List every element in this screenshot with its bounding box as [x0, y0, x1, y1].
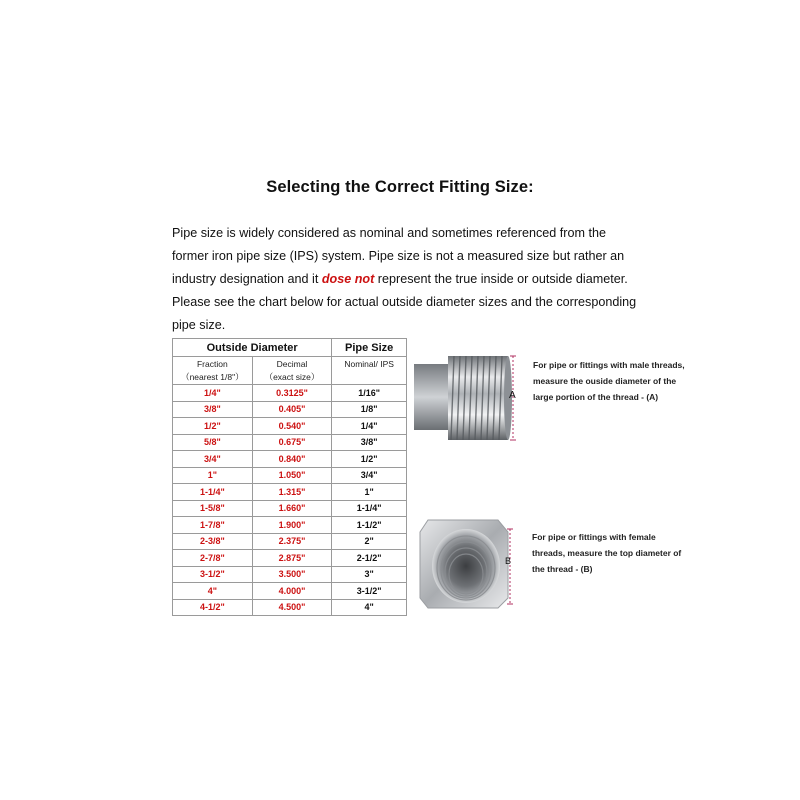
fraction-cell: 1-7/8": [173, 517, 253, 534]
fraction-cell: 1/4": [173, 385, 253, 402]
table-subheader-row: [173, 357, 407, 371]
subheader-decimal-note: （exact size）: [252, 370, 332, 385]
decimal-cell: 0.675": [252, 434, 332, 451]
table-row: [173, 566, 407, 583]
pipe-size-cell: 2": [332, 533, 407, 550]
table-row: [173, 484, 407, 501]
decimal-cell: 1.315": [252, 484, 332, 501]
table-row: [173, 451, 407, 468]
pipe-size-cell: 4": [332, 599, 407, 616]
female-thread-note: For pipe or fittings with female threads, measure the top diameter of the thread - (B): [532, 532, 682, 574]
subheader-fraction-note: （nearest 1/8"）: [173, 370, 253, 385]
table-subheader-note-row: [173, 370, 407, 385]
table-row: [173, 467, 407, 484]
intro-emphasis: dose not: [321, 272, 375, 286]
pipe-size-cell: 1": [332, 484, 407, 501]
pipe-size-cell: 3/8": [332, 434, 407, 451]
decimal-cell: 0.840": [252, 451, 332, 468]
decimal-cell: 0.540": [252, 418, 332, 435]
decimal-cell: 4.000": [252, 583, 332, 600]
table-row: [173, 533, 407, 550]
subheader-nominal: Nominal/ IPS: [332, 357, 407, 371]
pipe-size-cell: 1-1/2": [332, 517, 407, 534]
fraction-cell: 5/8": [173, 434, 253, 451]
fraction-cell: 3-1/2": [173, 566, 253, 583]
male-thread-note: For pipe or fittings with male threads, measure the ouside diameter of the large portion of the thread - (A): [533, 360, 685, 402]
pipe-size-cell: 1/2": [332, 451, 407, 468]
intro-text-before: Pipe size is widely considered as nominal and sometimes referenced from the former iron pipe size (IPS) system. Pipe size is not a measured size but rather an industry designation and it: [172, 226, 625, 286]
pipe-size-table: [172, 338, 407, 616]
fraction-cell: 3/8": [173, 401, 253, 418]
header-outside-diameter: Outside Diameter: [173, 339, 332, 357]
table-row: [173, 418, 407, 435]
subheader-nominal-note: [332, 370, 407, 385]
pipe-size-cell: 3-1/2": [332, 583, 407, 600]
male-thread-pipe-image: [414, 352, 524, 444]
table-row: [173, 401, 407, 418]
decimal-cell: 1.050": [252, 467, 332, 484]
decimal-cell: 3.500": [252, 566, 332, 583]
pipe-size-cell: 3/4": [332, 467, 407, 484]
pipe-size-cell: 1-1/4": [332, 500, 407, 517]
pipe-size-cell: 1/4": [332, 418, 407, 435]
fraction-cell: 1-5/8": [173, 500, 253, 517]
female-thread-fitting-image: [418, 512, 514, 610]
page-title: Selecting the Correct Fitting Size:: [266, 178, 534, 196]
pipe-size-cell: 1/16": [332, 385, 407, 402]
table-row: [173, 517, 407, 534]
table-row: [173, 434, 407, 451]
intro-paragraph: [172, 222, 642, 337]
header-pipe-size: Pipe Size: [332, 339, 407, 357]
decimal-cell: 1.900": [252, 517, 332, 534]
table-body: [173, 385, 407, 616]
fraction-cell: 2-3/8": [173, 533, 253, 550]
fraction-cell: 4": [173, 583, 253, 600]
table-row: [173, 599, 407, 616]
pipe-size-cell: 2-1/2": [332, 550, 407, 567]
decimal-cell: 4.500": [252, 599, 332, 616]
fraction-cell: 3/4": [173, 451, 253, 468]
fraction-cell: 1/2": [173, 418, 253, 435]
decimal-cell: 2.375": [252, 533, 332, 550]
decimal-cell: 0.405": [252, 401, 332, 418]
decimal-cell: 2.875": [252, 550, 332, 567]
fraction-cell: 2-7/8": [173, 550, 253, 567]
fraction-cell: 1": [173, 467, 253, 484]
pipe-size-cell: 1/8": [332, 401, 407, 418]
female-dimension-label: B: [505, 556, 512, 566]
fraction-cell: 1-1/4": [173, 484, 253, 501]
male-dimension-label: A: [509, 390, 516, 401]
table-row: [173, 500, 407, 517]
subheader-decimal: Decimal: [252, 357, 332, 371]
subheader-fraction: Fraction: [173, 357, 253, 371]
decimal-cell: 0.3125": [252, 385, 332, 402]
intro-text-after: represent the true inside or outside diameter. Please see the chart below for actual outside diameter sizes and the corresponding pipe size.: [172, 272, 637, 332]
fraction-cell: 4-1/2": [173, 599, 253, 616]
table-row: [173, 385, 407, 402]
table-row: [173, 583, 407, 600]
decimal-cell: 1.660": [252, 500, 332, 517]
pipe-size-cell: 3": [332, 566, 407, 583]
table-header-row: [173, 339, 407, 357]
table-row: [173, 550, 407, 567]
